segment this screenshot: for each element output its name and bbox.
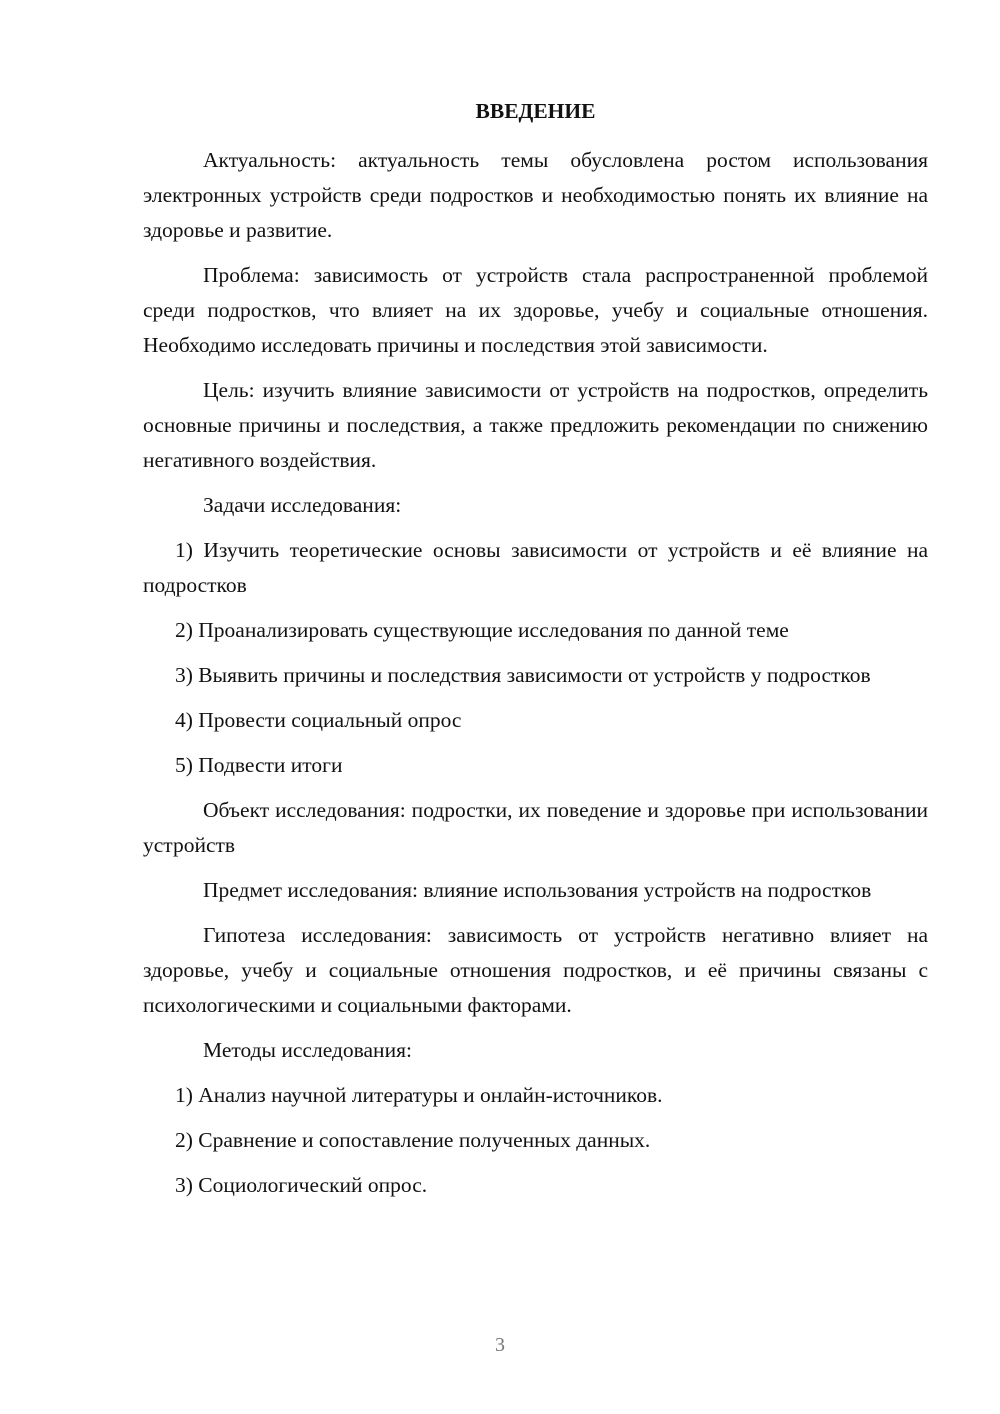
hypothesis-paragraph: Гипотеза исследования: зависимость от устройств негативно влияет на здоровье, учебу и социальные отношения подростков, и её причины связаны с психологическими и социальными факторами. (143, 923, 928, 1017)
methods-heading: Методы исследования: (203, 1038, 412, 1062)
task-item: 2) Проанализировать существующие исследования по данной теме (175, 618, 789, 642)
method-item: 1) Анализ научной литературы и онлайн-источников. (175, 1083, 663, 1107)
method-item: 2) Сравнение и сопоставление полученных данных. (175, 1128, 651, 1152)
method-item: 3) Социологический опрос. (175, 1173, 428, 1197)
task-item: 3) Выявить причины и последствия зависимости от устройств у подростков (175, 663, 871, 687)
page-content (143, 94, 928, 1213)
task-item: 1) Изучить теоретические основы зависимости от устройств и её влияние на подростков (143, 538, 928, 597)
page-number: 3 (495, 1334, 505, 1356)
section-title: ВВЕДЕНИЕ (475, 99, 596, 123)
task-item: 4) Провести социальный опрос (175, 708, 462, 732)
problem-paragraph: Проблема: зависимость от устройств стала распространенной проблемой среди подростков, что влияет на их здоровье, учебу и социальные отношения. Необходимо исследовать причины и последствия этой зависимости. (143, 263, 928, 357)
relevance-paragraph: Актуальность: актуальность темы обусловлена ростом использования электронных устройств среди подростков и необходимостью понять их влияние на здоровье и развитие. (143, 148, 928, 242)
task-item: 5) Подвести итоги (175, 753, 343, 777)
goal-paragraph: Цель: изучить влияние зависимости от устройств на подростков, определить основные причины и последствия, а также предложить рекомендации по снижению негативного воздействия. (143, 378, 928, 472)
object-paragraph: Объект исследования: подростки, их поведение и здоровье при использовании устройств (143, 798, 928, 857)
subject-paragraph: Предмет исследования: влияние использования устройств на подростков (203, 878, 872, 902)
tasks-heading: Задачи исследования: (203, 493, 402, 517)
